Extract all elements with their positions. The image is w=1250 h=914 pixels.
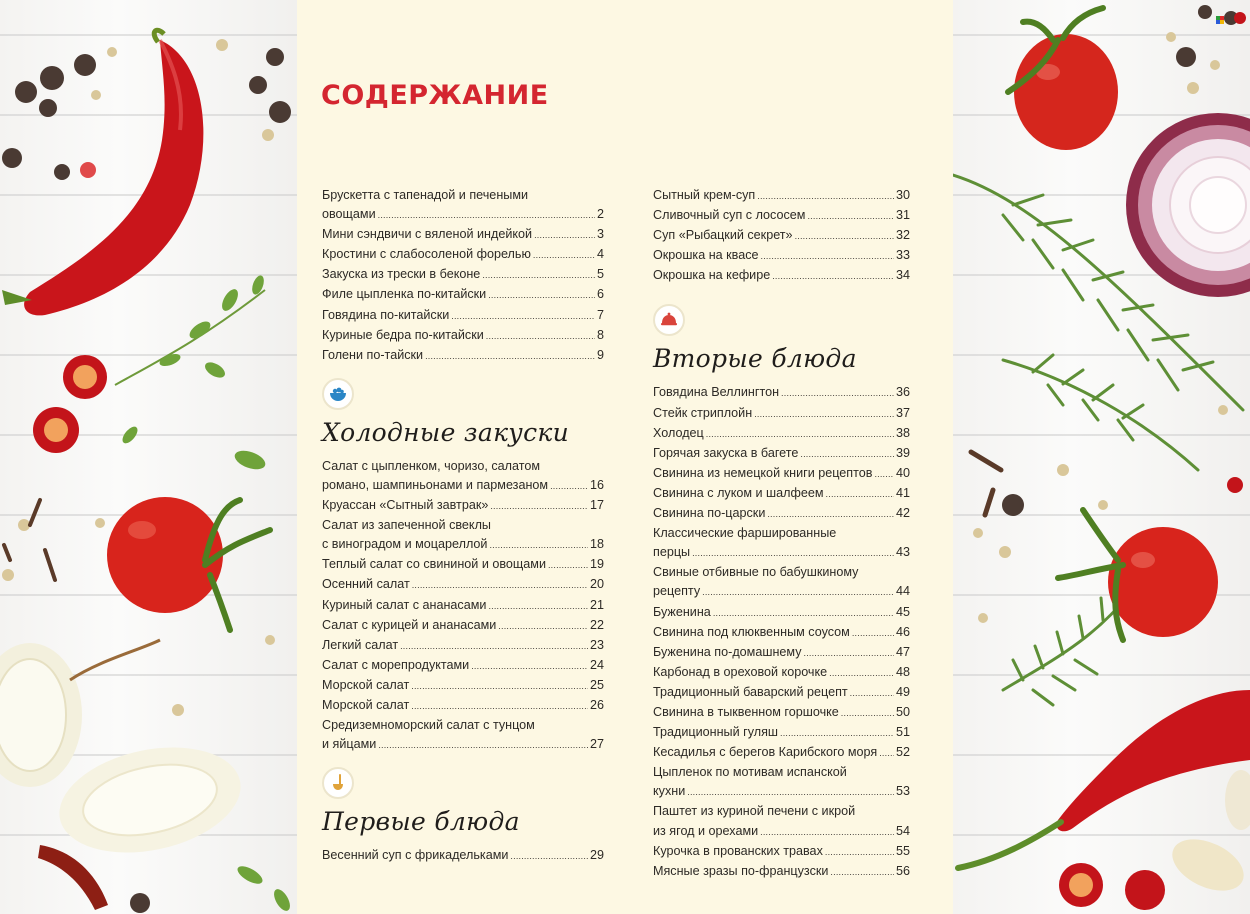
toc-entry-title: Свинина под клюквенным соусом	[653, 624, 850, 639]
toc-entry-title: Куриный салат с ананасами	[322, 597, 487, 612]
toc-entry-title-line1: Средиземноморский салат с тунцом	[322, 718, 535, 733]
toc-page-number: 5	[596, 267, 604, 282]
toc-page-number: 46	[895, 624, 910, 639]
toc-entry-title: Морской салат	[322, 677, 410, 692]
toc-entry-title: Голени по-тайски	[322, 347, 424, 362]
toc-page-number: 30	[895, 188, 910, 202]
toc-dot-leader	[411, 677, 588, 696]
toc-entry-line2	[653, 582, 910, 602]
toc-dot-leader	[400, 637, 588, 656]
toc-page-number: 47	[895, 644, 910, 659]
toc-page-number: 55	[895, 843, 910, 858]
toc-dot-leader	[754, 405, 894, 424]
toc-page-number: 27	[589, 737, 604, 752]
toc-dot-leader	[471, 657, 588, 676]
toc-entry-title: Курочка в прованских травах	[653, 843, 823, 858]
toc-entry[interactable]	[322, 555, 604, 575]
toc-page-number: 56	[895, 863, 910, 878]
toc-page-number: 36	[895, 385, 910, 400]
toc-dot-leader	[489, 536, 588, 555]
toc-dot-leader	[800, 445, 894, 464]
toc-entry-title: Круассан «Сытный завтрак»	[322, 498, 489, 513]
toc-entry[interactable]	[653, 383, 910, 403]
toc-entry-title: Салат с курицей и ананасами	[322, 617, 497, 632]
toc-entry-title-line1: Брускетта с тапенадой и печеными	[322, 188, 529, 202]
toc-page-number: 45	[895, 604, 910, 619]
toc-page-number: 4	[596, 247, 604, 262]
toc-entry[interactable]	[653, 404, 910, 424]
toc-entry-title: перцы	[653, 545, 691, 560]
section-title-first-courses: Первые блюда	[322, 807, 520, 837]
toc-entry-title: Говядина по-китайски	[322, 307, 450, 322]
toc-dot-leader	[807, 207, 894, 226]
toc-page-number: 26	[589, 697, 604, 712]
toc-entry[interactable]	[322, 265, 604, 285]
toc-entry-title: Теплый салат со свининой и овощами	[322, 557, 546, 572]
toc-entry[interactable]	[653, 763, 910, 802]
toc-dot-leader	[781, 384, 894, 403]
toc-page-number: 53	[895, 784, 910, 799]
toc-entry[interactable]	[653, 504, 910, 524]
toc-page-number: 49	[895, 684, 910, 699]
toc-entry[interactable]	[653, 444, 910, 464]
toc-dot-leader	[687, 783, 894, 802]
toc-entry-title: Осенний салат	[322, 577, 410, 592]
toc-entry-title: Сытный крем-суп	[653, 188, 756, 202]
toc-entry-title: овощами	[322, 207, 376, 222]
toc-entry[interactable]	[322, 516, 604, 555]
toc-page-number: 31	[895, 208, 910, 223]
toc-entry[interactable]	[653, 266, 910, 286]
toc-entry-title: Мини сэндвичи с вяленой индейкой	[322, 227, 533, 242]
toc-entry[interactable]	[653, 464, 910, 484]
toc-dot-leader	[826, 485, 894, 504]
toc-dot-leader	[874, 465, 894, 484]
toc-page-number: 17	[589, 498, 604, 513]
toc-page-number: 38	[895, 425, 910, 440]
toc-entry-line2	[322, 476, 604, 496]
toc-entry-title: Буженина по-домашнему	[653, 644, 802, 659]
toc-page-number: 8	[596, 327, 604, 342]
toc-page-number: 51	[895, 725, 910, 740]
toc-entry[interactable]	[322, 696, 604, 716]
toc-entry-title: Филе цыпленка по-китайски	[322, 287, 487, 302]
toc-entry-title-line1: Салат из запеченной свеклы	[322, 518, 491, 533]
toc-entry[interactable]	[322, 186, 604, 225]
toc-page-number: 20	[589, 577, 604, 592]
toc-entry-title: кухни	[653, 784, 686, 799]
toc-list-first-courses	[322, 846, 604, 866]
toc-page-number: 16	[589, 477, 604, 492]
toc-dot-leader	[534, 226, 595, 245]
toc-page-number: 42	[895, 506, 910, 521]
toc-entry-title: Свинина с луком и шалфеем	[653, 485, 824, 500]
cloche-dish-icon	[653, 304, 685, 336]
toc-dot-leader	[757, 187, 894, 206]
toc-entry[interactable]	[322, 716, 604, 755]
toc-dot-leader	[713, 604, 894, 623]
toc-page-number: 40	[895, 465, 910, 480]
toc-entry[interactable]	[322, 636, 604, 656]
toc-entry-line2	[322, 535, 604, 555]
salad-bowl-icon	[322, 378, 354, 410]
toc-entry[interactable]	[653, 663, 910, 683]
toc-dot-leader	[702, 583, 894, 602]
toc-page-number: 39	[895, 445, 910, 460]
toc-page-number: 29	[589, 848, 604, 863]
toc-list-main-courses	[653, 383, 910, 881]
toc-dot-leader	[767, 505, 894, 524]
toc-dot-leader	[850, 684, 894, 703]
toc-entry[interactable]	[322, 457, 604, 496]
toc-dot-leader	[825, 843, 894, 862]
toc-entry[interactable]	[653, 563, 910, 602]
toc-entry-title: Горячая закуска в багете	[653, 445, 799, 460]
contents-page	[297, 0, 953, 914]
toc-page-number: 23	[589, 637, 604, 652]
toc-entry[interactable]	[653, 484, 910, 504]
toc-entry[interactable]	[322, 306, 604, 326]
toc-dot-leader	[761, 247, 894, 266]
toc-entry-title: с виноградом и моцареллой	[322, 537, 488, 552]
toc-entry-title: и яйцами	[322, 737, 377, 752]
toc-list-cold-appetizers	[322, 457, 604, 755]
toc-entry-title: романо, шампиньонами и пармезаном	[322, 477, 549, 492]
toc-dot-leader	[804, 644, 894, 663]
toc-page-number: 19	[589, 557, 604, 572]
toc-page-number: 37	[895, 405, 910, 420]
toc-entry[interactable]	[653, 743, 910, 763]
right-decor-illustration	[953, 0, 1250, 914]
toc-page-number: 22	[589, 617, 604, 632]
toc-entry[interactable]	[322, 496, 604, 516]
toc-list-first-courses-continued	[653, 186, 910, 286]
toc-dot-leader	[482, 266, 595, 285]
toc-dot-leader	[451, 307, 595, 326]
toc-page-number: 25	[589, 677, 604, 692]
toc-entry-title: Окрошка на кефире	[653, 268, 771, 283]
toc-entry-title: Буженина	[653, 604, 711, 619]
toc-entry[interactable]	[653, 623, 910, 643]
toc-dot-leader	[488, 597, 588, 616]
toc-entry-title: Сливочный суп с лососем	[653, 208, 806, 223]
soup-ladle-icon	[322, 767, 354, 799]
toc-page-number: 6	[596, 287, 604, 302]
toc-entry-title: Говядина Веллингтон	[653, 385, 780, 400]
toc-column-right	[653, 186, 910, 882]
toc-dot-leader	[490, 497, 588, 516]
toc-entry[interactable]	[322, 326, 604, 346]
toc-entry[interactable]	[653, 842, 910, 862]
toc-entry[interactable]	[653, 246, 910, 266]
toc-page-number: 7	[596, 307, 604, 322]
left-decor-illustration	[0, 0, 297, 914]
toc-page-number: 18	[589, 537, 604, 552]
toc-dot-leader	[488, 286, 595, 305]
toc-entry-title: Стейк стриплойн	[653, 405, 753, 420]
toc-entry[interactable]	[653, 424, 910, 444]
toc-entry-title: из ягод и орехами	[653, 823, 759, 838]
toc-entry[interactable]	[653, 226, 910, 246]
toc-entry-title: Холодец	[653, 425, 704, 440]
toc-entry-line2	[653, 543, 910, 563]
toc-entry-title: Карбонад в ореховой корочке	[653, 664, 828, 679]
toc-page-number: 21	[589, 597, 604, 612]
toc-entry-title: Свинина по-царски	[653, 506, 766, 521]
toc-dot-leader	[795, 227, 894, 246]
toc-entry-title-line1: Свиные отбивные по бабушкиному	[653, 565, 859, 580]
toc-page-number: 44	[895, 584, 910, 599]
toc-dot-leader	[760, 823, 894, 842]
right-decor-panel	[953, 0, 1250, 914]
toc-page-number: 32	[895, 228, 910, 243]
toc-page-number: 33	[895, 248, 910, 263]
toc-page-number: 34	[895, 268, 910, 283]
toc-dot-leader	[772, 267, 894, 286]
toc-dot-leader	[879, 744, 894, 763]
toc-entry-title: Окрошка на квасе	[653, 248, 759, 263]
toc-entry-title: Салат с морепродуктами	[322, 657, 470, 672]
toc-dot-leader	[841, 704, 894, 723]
toc-dot-leader	[412, 576, 588, 595]
toc-entry-line2	[322, 205, 604, 225]
toc-entry[interactable]	[653, 186, 910, 206]
toc-entry-title: Суп «Рыбацкий секрет»	[653, 228, 793, 243]
toc-entry[interactable]	[653, 683, 910, 703]
toc-entry-title: Морской салат	[322, 697, 410, 712]
toc-entry-line2	[653, 782, 910, 802]
toc-dot-leader	[852, 624, 894, 643]
toc-dot-leader	[498, 617, 588, 636]
toc-entry-title: Легкий салат	[322, 637, 399, 652]
toc-dot-leader	[378, 736, 588, 755]
toc-dot-leader	[425, 347, 595, 366]
toc-entry-title: Свинина в тыквенном горшочке	[653, 704, 839, 719]
toc-entry[interactable]	[322, 346, 604, 366]
toc-page-number: 3	[596, 227, 604, 242]
toc-page-number: 50	[895, 704, 910, 719]
toc-entry[interactable]	[653, 524, 910, 563]
toc-dot-leader	[829, 664, 894, 683]
toc-entry[interactable]	[322, 285, 604, 305]
section-title-main-courses: Вторые блюда	[653, 344, 857, 374]
toc-entry[interactable]	[322, 596, 604, 616]
toc-column-left	[322, 186, 604, 866]
toc-entry[interactable]	[322, 846, 604, 866]
toc-entry[interactable]	[653, 703, 910, 723]
toc-entry[interactable]	[322, 575, 604, 595]
toc-entry[interactable]	[653, 206, 910, 226]
toc-entry-title: рецепту	[653, 584, 701, 599]
toc-entry-line2	[653, 822, 910, 842]
toc-entry-title-line1: Салат с цыпленком, чоризо, салатом	[322, 458, 540, 473]
left-decor-panel	[0, 0, 297, 914]
publisher-logo-icon	[1216, 16, 1226, 24]
toc-page-number: 24	[589, 657, 604, 672]
toc-entry[interactable]	[653, 603, 910, 623]
toc-dot-leader	[548, 556, 588, 575]
toc-dot-leader	[378, 206, 595, 225]
toc-page-number: 9	[596, 347, 604, 362]
toc-entry-title: Традиционный баварский рецепт	[653, 684, 848, 699]
toc-dot-leader	[411, 697, 588, 716]
toc-dot-leader	[486, 327, 595, 346]
section-title-cold-appetizers: Холодные закуски	[322, 417, 570, 447]
toc-page-number: 2	[596, 207, 604, 222]
page-title: СОДЕРЖАНИЕ	[321, 80, 549, 111]
toc-entry[interactable]	[322, 616, 604, 636]
toc-entry[interactable]	[322, 245, 604, 265]
toc-entry[interactable]	[322, 225, 604, 245]
toc-entry-title-line1: Паштет из куриной печени с икрой	[653, 804, 856, 819]
toc-entry-title: Куриные бедра по-китайски	[322, 327, 484, 342]
toc-entry[interactable]	[653, 643, 910, 663]
toc-entry[interactable]	[653, 862, 910, 882]
toc-dot-leader	[510, 847, 588, 866]
toc-entry-title: Традиционный гуляш	[653, 725, 779, 740]
toc-page-number: 48	[895, 664, 910, 679]
toc-entry[interactable]	[653, 723, 910, 743]
toc-entry-title: Свинина из немецкой книги рецептов	[653, 465, 873, 480]
toc-dot-leader	[706, 425, 894, 444]
toc-dot-leader	[830, 863, 894, 882]
toc-dot-leader	[533, 246, 595, 265]
toc-dot-leader	[780, 724, 894, 743]
toc-entry-title-line1: Классические фаршированные	[653, 526, 837, 541]
toc-entry[interactable]	[322, 656, 604, 676]
toc-entry-title: Весенний суп с фрикадельками	[322, 848, 509, 863]
toc-dot-leader	[550, 477, 588, 496]
toc-page-number: 54	[895, 823, 910, 838]
toc-entry[interactable]	[322, 676, 604, 696]
toc-entry-title: Мясные зразы по-французски	[653, 863, 829, 878]
toc-page-number: 41	[895, 485, 910, 500]
toc-list-appetizers	[322, 186, 604, 366]
toc-entry-title-line1: Цыпленок по мотивам испанской	[653, 765, 847, 780]
toc-entry-title: Закуска из трески в беконе	[322, 267, 481, 282]
toc-entry[interactable]	[653, 802, 910, 841]
toc-entry-title: Кесадилья с берегов Карибского моря	[653, 745, 878, 760]
toc-page-number: 43	[895, 545, 910, 560]
toc-entry-title: Кростини с слабосоленой форелью	[322, 247, 531, 262]
toc-dot-leader	[692, 544, 894, 563]
toc-page-number: 52	[895, 745, 910, 760]
toc-entry-line2	[322, 735, 604, 755]
